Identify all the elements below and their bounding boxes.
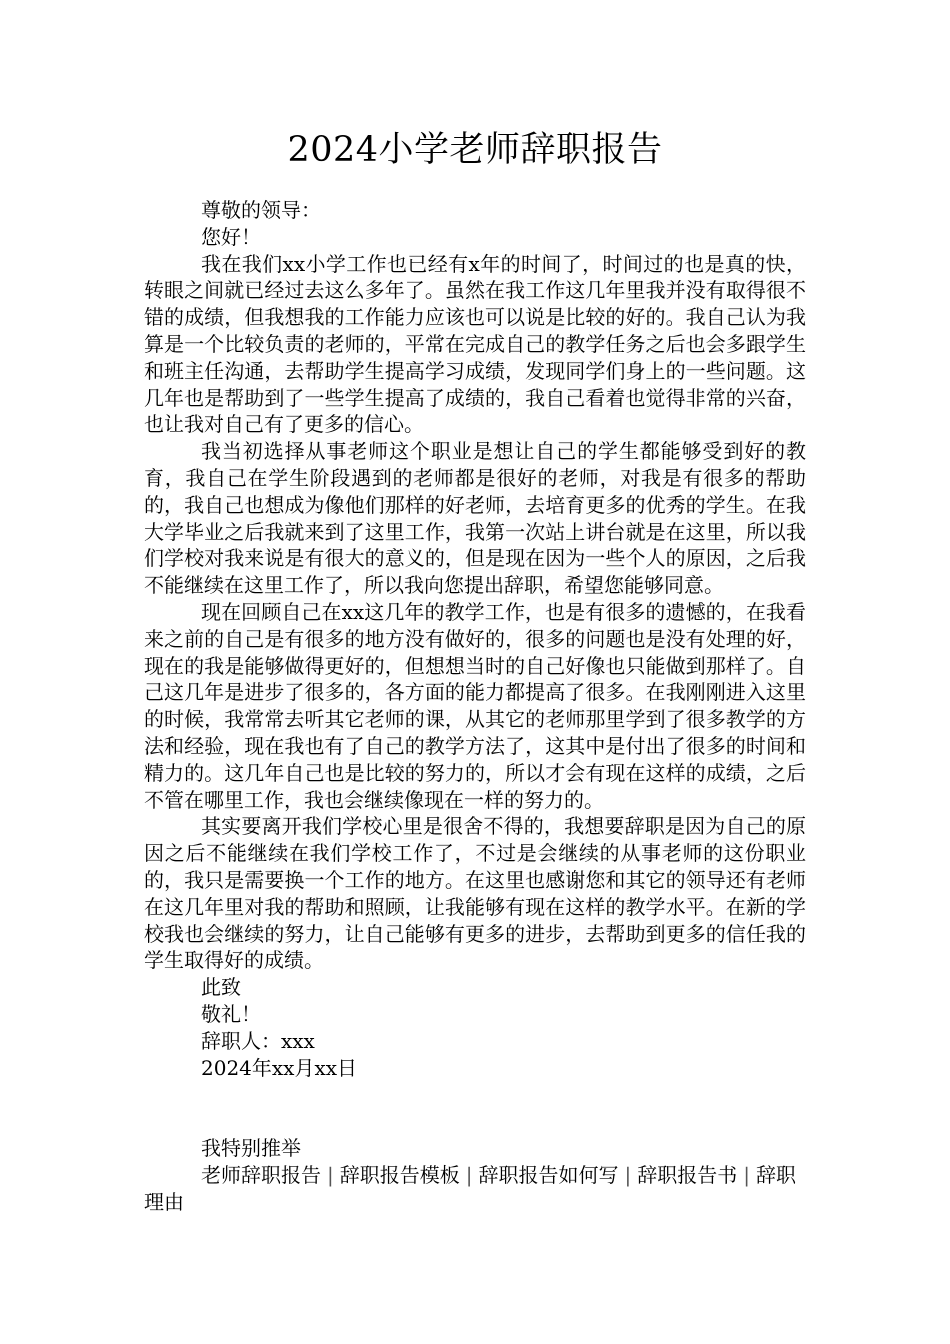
- date: 2024年xx月xx日: [201, 1055, 358, 1080]
- related-links: [144, 1162, 806, 1216]
- link-separator: |: [465, 1163, 473, 1188]
- paragraph: 我在我们xx小学工作也已经有x年的时间了，时间过的也是真的快，转眼之间就已经过去这么多年了。虽然在我工作这几年里我并没有取得很不错的成绩，但我想我的工作能力应该也可以说是比较的好的。我自己认为我算是一个比较负责的老师的，平常在完成自己的教学任务之后也会多跟学生和班主任沟通，去帮助学生提高学习成绩，发现同学们身上的一些问题。这几年也是帮助到了一些学生提高了成绩的，我自己看着也觉得非常的兴奋，也让我对自己有了更多的信心。: [144, 251, 806, 437]
- closing-line-1: 此致: [201, 975, 241, 1000]
- related-link[interactable]: 辞职报告书: [637, 1163, 738, 1188]
- document-title: 2024小学老师辞职报告: [287, 130, 663, 170]
- link-separator: |: [624, 1163, 632, 1188]
- letter-body: [144, 197, 806, 1216]
- spacer: [144, 1081, 806, 1135]
- greeting: 尊敬的领导：: [201, 198, 321, 222]
- recommend-label: 我特别推举: [201, 1136, 301, 1161]
- link-separator: |: [327, 1163, 334, 1188]
- signature: 辞职人：xxx: [201, 1028, 315, 1053]
- link-separator: |: [743, 1163, 750, 1188]
- closing-line-2: 敬礼！: [201, 1001, 261, 1026]
- salutation: 您好！: [201, 224, 261, 249]
- related-link[interactable]: 辞职报告如何写: [478, 1163, 619, 1188]
- paragraph: 现在回顾自己在xx这几年的教学工作，也是有很多的遗憾的，在我看来之前的自己是有很多的地方没有做好的，很多的问题也是没有处理的好，现在的我是能够做得更好的，但想想当时的自己好像也只能做到那样了。自己这几年是进步了很多的，各方面的能力都提高了很多。在我刚刚进入这里的时候，我常常去听其它老师的课，从其它的老师那里学到了很多教学的方法和经验，现在我也有了自己的教学方法了，这其中是付出了很多的时间和精力的。这几年自己也是比较的努力的，所以才会有现在这样的成绩，之后不管在哪里工作，我也会继续像现在一样的努力的。: [144, 599, 806, 812]
- related-link[interactable]: 老师辞职报告: [201, 1163, 321, 1188]
- paragraph: 我当初选择从事老师这个职业是想让自己的学生都能够受到好的教育，我自己在学生阶段遇到的老师都是很好的老师，对我是有很多的帮助的，我自己也想成为像他们那样的好老师，去培育更多的优秀的学生。在我大学毕业之后我就来到了这里工作，我第一次站上讲台就是在这里，所以我们学校对我来说是有很大的意义的，但是现在因为一些个人的原因，之后我不能继续在这里工作了，所以我向您提出辞职，希望您能够同意。: [144, 439, 806, 598]
- paragraph: 其实要离开我们学校心里是很舍不得的，我想要辞职是因为自己的原因之后不能继续在我们学校工作了，不过是会继续的从事老师的这份职业的，我只是需要换一个工作的地方。在这里也感谢您和其它的领导还有老师在这几年里对我的帮助和照顾，让我能够有现在这样的教学水平。在新的学校我也会继续的努力，让自己能够有更多的进步，去帮助到更多的信任我的学生取得好的成绩。: [144, 814, 806, 973]
- related-link[interactable]: 辞职理由: [144, 1163, 796, 1214]
- related-link[interactable]: 辞职报告模板: [339, 1163, 460, 1188]
